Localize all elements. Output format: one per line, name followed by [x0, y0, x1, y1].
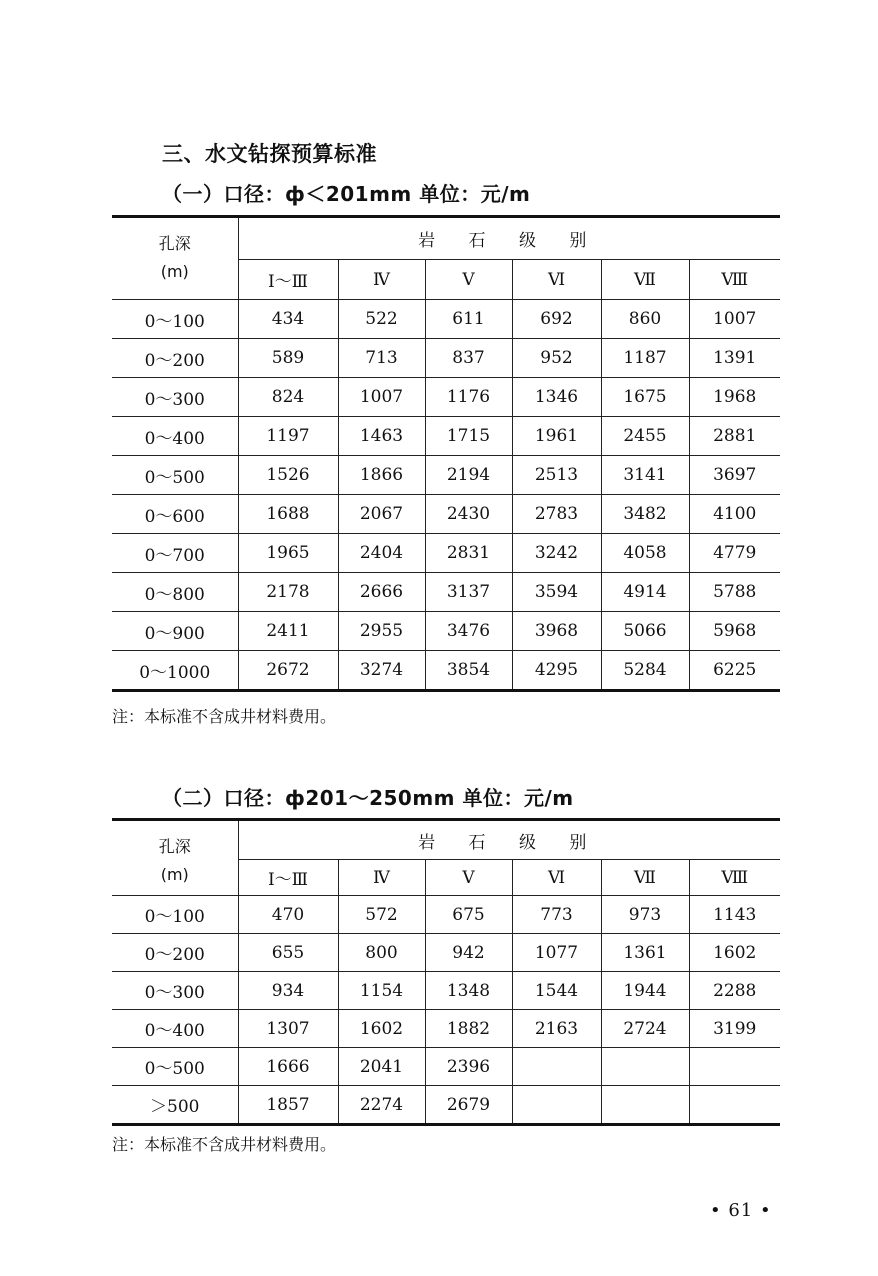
price-cell: 1463 — [338, 417, 425, 456]
price-cell: 1154 — [338, 972, 425, 1010]
price-cell: 824 — [238, 378, 338, 417]
price-cell: 2194 — [425, 456, 512, 495]
price-cell: 1391 — [689, 339, 780, 378]
price-cell: 2288 — [689, 972, 780, 1010]
rock-grade-header: 岩 石 级 别 — [238, 217, 780, 260]
price-cell: 773 — [512, 896, 601, 934]
price-cell: 3274 — [338, 651, 425, 691]
grade-header: Ⅷ — [689, 860, 780, 896]
price-cell: 3968 — [512, 612, 601, 651]
price-cell: 4058 — [601, 534, 689, 573]
price-cell: 470 — [238, 896, 338, 934]
price-cell: 2163 — [512, 1010, 601, 1048]
price-cell: 860 — [601, 300, 689, 339]
depth-cell: 0～600 — [112, 495, 238, 534]
price-cell — [689, 1048, 780, 1086]
depth-cell: 0～200 — [112, 934, 238, 972]
price-cell: 1968 — [689, 378, 780, 417]
table-row — [112, 1086, 780, 1125]
hole-depth-unit: (m) — [160, 262, 189, 281]
grade-header: Ⅴ — [425, 860, 512, 896]
price-cell: 1882 — [425, 1010, 512, 1048]
price-cell: 1176 — [425, 378, 512, 417]
price-cell — [689, 1086, 780, 1125]
table-1-note: 注：本标准不含成井材料费用。 — [112, 707, 337, 726]
grade-header: Ⅶ — [601, 260, 689, 300]
price-cell: 589 — [238, 339, 338, 378]
price-cell: 3482 — [601, 495, 689, 534]
price-cell: 3141 — [601, 456, 689, 495]
price-cell: 522 — [338, 300, 425, 339]
depth-cell: 0～100 — [112, 896, 238, 934]
hole-depth-header — [112, 217, 238, 300]
price-cell: 3476 — [425, 612, 512, 651]
grade-header: Ⅶ — [601, 860, 689, 896]
price-cell: 1866 — [338, 456, 425, 495]
table-2-title: （二）口径：ф201～250mm 单位：元/m — [162, 786, 574, 810]
grade-header: Ⅰ～Ⅲ — [238, 260, 338, 300]
table-row — [112, 339, 780, 378]
price-cell — [601, 1086, 689, 1125]
price-cell: 434 — [238, 300, 338, 339]
depth-cell: 0～900 — [112, 612, 238, 651]
price-cell: 2430 — [425, 495, 512, 534]
grade-header: Ⅳ — [338, 860, 425, 896]
price-cell: 572 — [338, 896, 425, 934]
price-cell: 1715 — [425, 417, 512, 456]
price-cell: 4779 — [689, 534, 780, 573]
price-cell: 2666 — [338, 573, 425, 612]
table-row — [112, 573, 780, 612]
table-row — [112, 612, 780, 651]
cost-table-1 — [112, 215, 780, 692]
price-cell: 1143 — [689, 896, 780, 934]
price-cell: 2178 — [238, 573, 338, 612]
page-number: • 61 • — [710, 1200, 772, 1221]
price-cell: 1688 — [238, 495, 338, 534]
price-cell: 837 — [425, 339, 512, 378]
depth-cell: ＞500 — [112, 1086, 238, 1125]
table-row — [112, 378, 780, 417]
price-cell: 973 — [601, 896, 689, 934]
price-cell: 692 — [512, 300, 601, 339]
price-cell: 1857 — [238, 1086, 338, 1125]
price-cell: 611 — [425, 300, 512, 339]
price-cell: 5066 — [601, 612, 689, 651]
price-cell: 2672 — [238, 651, 338, 691]
price-cell: 713 — [338, 339, 425, 378]
price-cell — [512, 1048, 601, 1086]
price-cell: 2274 — [338, 1086, 425, 1125]
price-cell: 800 — [338, 934, 425, 972]
rock-grade-header: 岩 石 级 别 — [238, 820, 780, 860]
table-row — [112, 1010, 780, 1048]
table-row — [112, 456, 780, 495]
section-title: 三、水文钻探预算标准 — [162, 142, 377, 166]
price-cell: 4914 — [601, 573, 689, 612]
price-cell: 1602 — [689, 934, 780, 972]
price-cell: 2396 — [425, 1048, 512, 1086]
table-2-note: 注：本标准不含成井材料费用。 — [112, 1135, 337, 1154]
price-cell: 1965 — [238, 534, 338, 573]
price-cell: 2679 — [425, 1086, 512, 1125]
price-cell: 4100 — [689, 495, 780, 534]
price-cell: 1077 — [512, 934, 601, 972]
price-cell: 3854 — [425, 651, 512, 691]
table-row — [112, 300, 780, 339]
table-row — [112, 896, 780, 934]
depth-cell: 0～1000 — [112, 651, 238, 691]
depth-cell: 0～400 — [112, 417, 238, 456]
price-cell: 2513 — [512, 456, 601, 495]
price-cell: 1666 — [238, 1048, 338, 1086]
hole-depth-header — [112, 820, 238, 896]
depth-cell: 0～200 — [112, 339, 238, 378]
price-cell: 655 — [238, 934, 338, 972]
depth-cell: 0～500 — [112, 456, 238, 495]
price-cell: 1526 — [238, 456, 338, 495]
grade-header: Ⅵ — [512, 860, 601, 896]
depth-cell: 0～100 — [112, 300, 238, 339]
price-cell: 1007 — [338, 378, 425, 417]
hole-depth-label: 孔深 — [158, 234, 191, 253]
grade-header: Ⅵ — [512, 260, 601, 300]
price-cell: 942 — [425, 934, 512, 972]
table-row — [112, 495, 780, 534]
price-cell: 1944 — [601, 972, 689, 1010]
grade-header: Ⅴ — [425, 260, 512, 300]
price-cell: 1007 — [689, 300, 780, 339]
table-1-title: （一）口径：ф＜201mm 单位：元/m — [162, 182, 531, 206]
hole-depth-unit: (m) — [160, 865, 189, 884]
price-cell: 6225 — [689, 651, 780, 691]
price-cell: 2955 — [338, 612, 425, 651]
price-cell: 1961 — [512, 417, 601, 456]
depth-cell: 0～700 — [112, 534, 238, 573]
table-row — [112, 651, 780, 691]
depth-cell: 0～400 — [112, 1010, 238, 1048]
table-row — [112, 417, 780, 456]
price-cell: 3137 — [425, 573, 512, 612]
depth-cell: 0～500 — [112, 1048, 238, 1086]
table-row — [112, 534, 780, 573]
price-cell: 952 — [512, 339, 601, 378]
price-cell: 4295 — [512, 651, 601, 691]
price-cell: 3594 — [512, 573, 601, 612]
depth-cell: 0～300 — [112, 378, 238, 417]
depth-cell: 0～300 — [112, 972, 238, 1010]
cost-table-2 — [112, 818, 780, 1126]
price-cell: 3242 — [512, 534, 601, 573]
price-cell: 1544 — [512, 972, 601, 1010]
price-cell: 2041 — [338, 1048, 425, 1086]
hole-depth-label: 孔深 — [158, 837, 191, 856]
price-cell: 2455 — [601, 417, 689, 456]
price-cell: 1187 — [601, 339, 689, 378]
price-cell: 1602 — [338, 1010, 425, 1048]
price-cell: 2404 — [338, 534, 425, 573]
table-row — [112, 1048, 780, 1086]
price-cell — [601, 1048, 689, 1086]
table-row — [112, 972, 780, 1010]
price-cell: 5968 — [689, 612, 780, 651]
price-cell — [512, 1086, 601, 1125]
grade-header: Ⅷ — [689, 260, 780, 300]
grade-header: Ⅰ～Ⅲ — [238, 860, 338, 896]
depth-cell: 0～800 — [112, 573, 238, 612]
price-cell: 1197 — [238, 417, 338, 456]
price-cell: 1346 — [512, 378, 601, 417]
price-cell: 1361 — [601, 934, 689, 972]
price-cell: 2724 — [601, 1010, 689, 1048]
price-cell: 675 — [425, 896, 512, 934]
price-cell: 2783 — [512, 495, 601, 534]
price-cell: 3199 — [689, 1010, 780, 1048]
price-cell: 934 — [238, 972, 338, 1010]
price-cell: 1675 — [601, 378, 689, 417]
price-cell: 2067 — [338, 495, 425, 534]
grade-header: Ⅳ — [338, 260, 425, 300]
price-cell: 1307 — [238, 1010, 338, 1048]
price-cell: 2881 — [689, 417, 780, 456]
price-cell: 5284 — [601, 651, 689, 691]
price-cell: 2831 — [425, 534, 512, 573]
price-cell: 1348 — [425, 972, 512, 1010]
price-cell: 3697 — [689, 456, 780, 495]
table-row — [112, 934, 780, 972]
price-cell: 2411 — [238, 612, 338, 651]
price-cell: 5788 — [689, 573, 780, 612]
